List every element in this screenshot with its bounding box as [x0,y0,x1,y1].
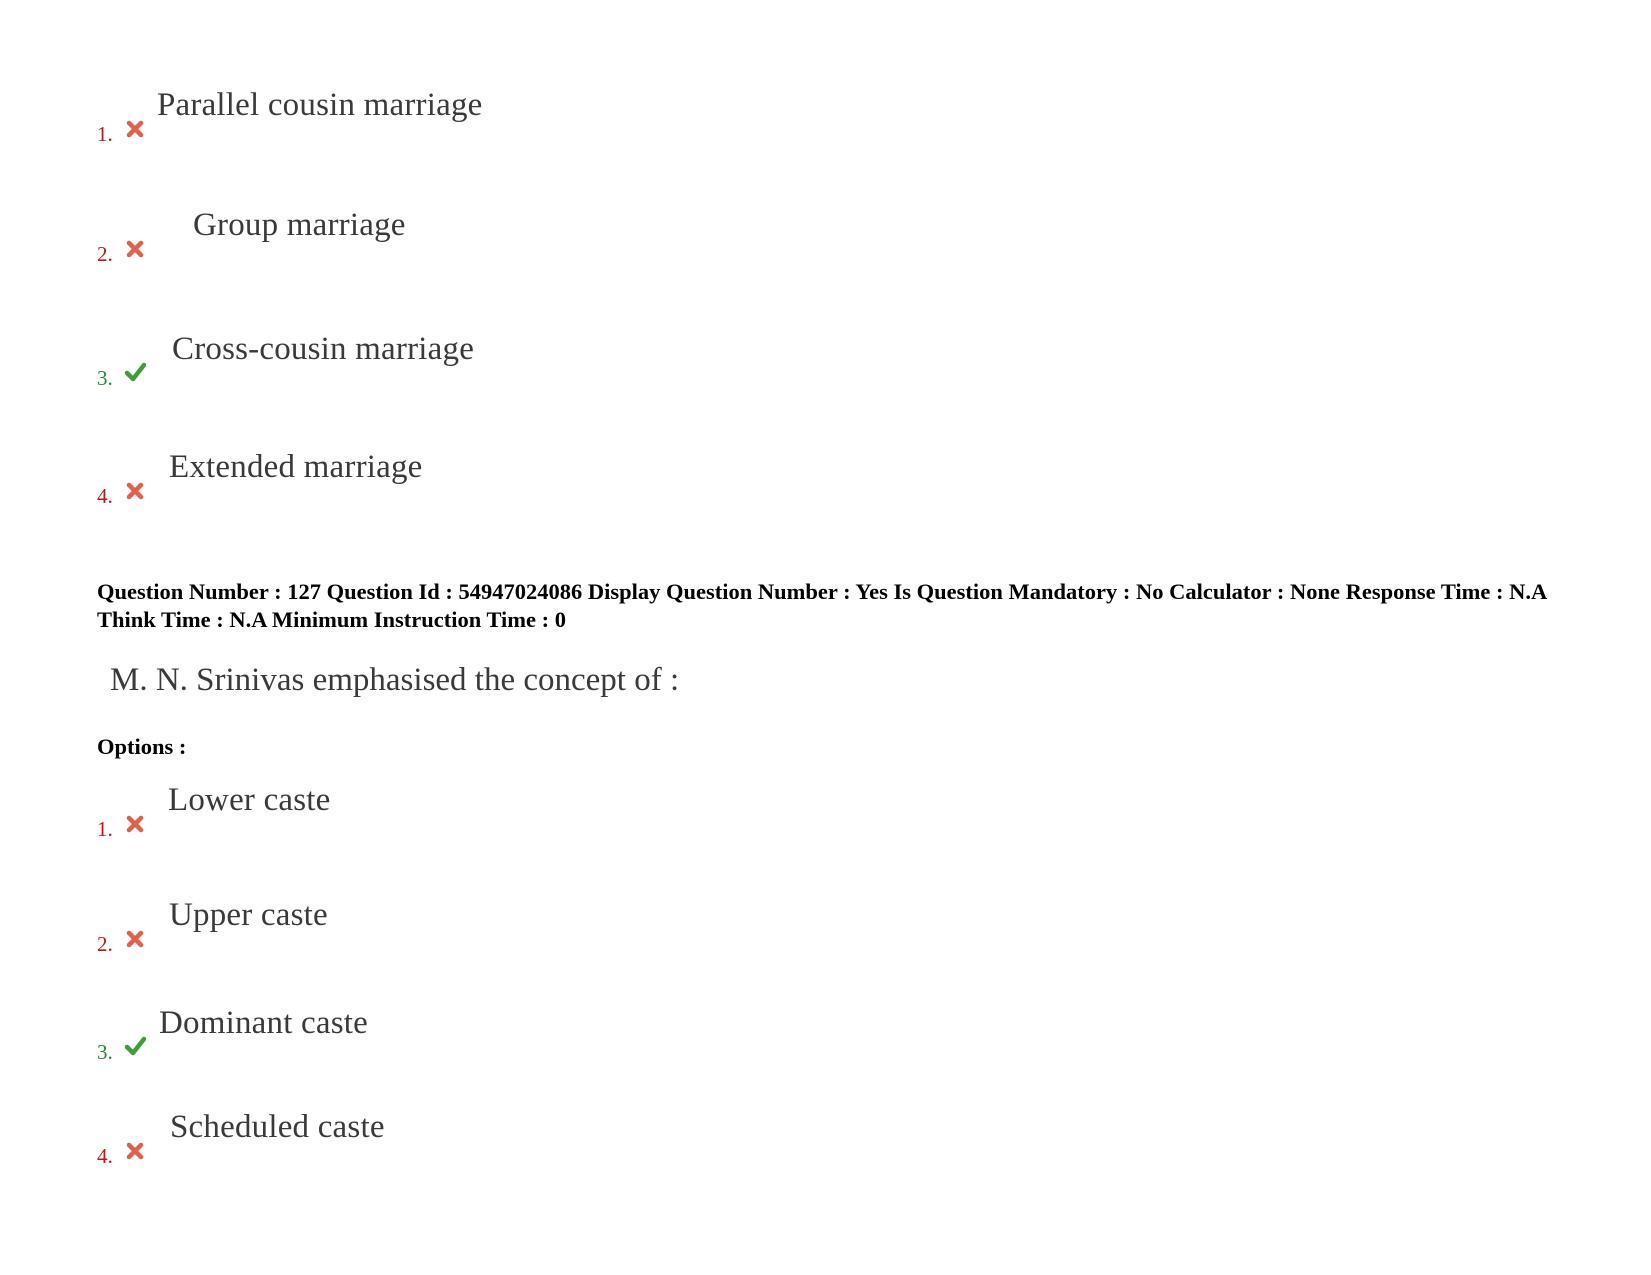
option-item [0,85,1651,165]
question-text: M. N. Srinivas emphasised the concept of : [110,662,680,698]
option-item [0,780,1651,860]
option-number: 2. [97,932,113,956]
question-metadata: Question Number : 127 Question Id : 54947024086 Display Question Number : Yes Is Question Mandatory : No Calculator : None Response Time : N.A Think Time : N.A Minimum Instruction Time : 0 [97,579,1547,632]
option-number: 1. [97,122,113,146]
option-text: Extended marriage [169,449,423,485]
options-label: Options : [97,734,187,759]
wrong-icon [124,928,146,950]
option-item [0,447,1651,527]
option-item [0,1107,1651,1187]
option-item [0,1003,1651,1083]
option-text: Upper caste [169,897,328,933]
option-number: 1. [97,817,113,841]
option-number: 2. [97,242,113,266]
wrong-icon [124,1140,146,1162]
option-number: 3. [97,366,113,390]
option-item [0,329,1651,409]
option-text: Group marriage [193,207,406,243]
correct-icon [124,1035,146,1057]
option-number: 4. [97,1144,113,1168]
wrong-icon [124,480,146,502]
option-text: Cross-cousin marriage [172,331,475,367]
option-text: Parallel cousin marriage [157,87,483,123]
wrong-icon [124,813,146,835]
option-text: Scheduled caste [170,1109,385,1145]
option-text: Lower caste [168,782,331,818]
option-number: 4. [97,484,113,508]
option-number: 3. [97,1040,113,1064]
correct-icon [124,361,146,383]
wrong-icon [124,118,146,140]
option-item [0,895,1651,975]
wrong-icon [124,238,146,260]
option-text: Dominant caste [159,1005,368,1041]
option-item [0,205,1651,285]
